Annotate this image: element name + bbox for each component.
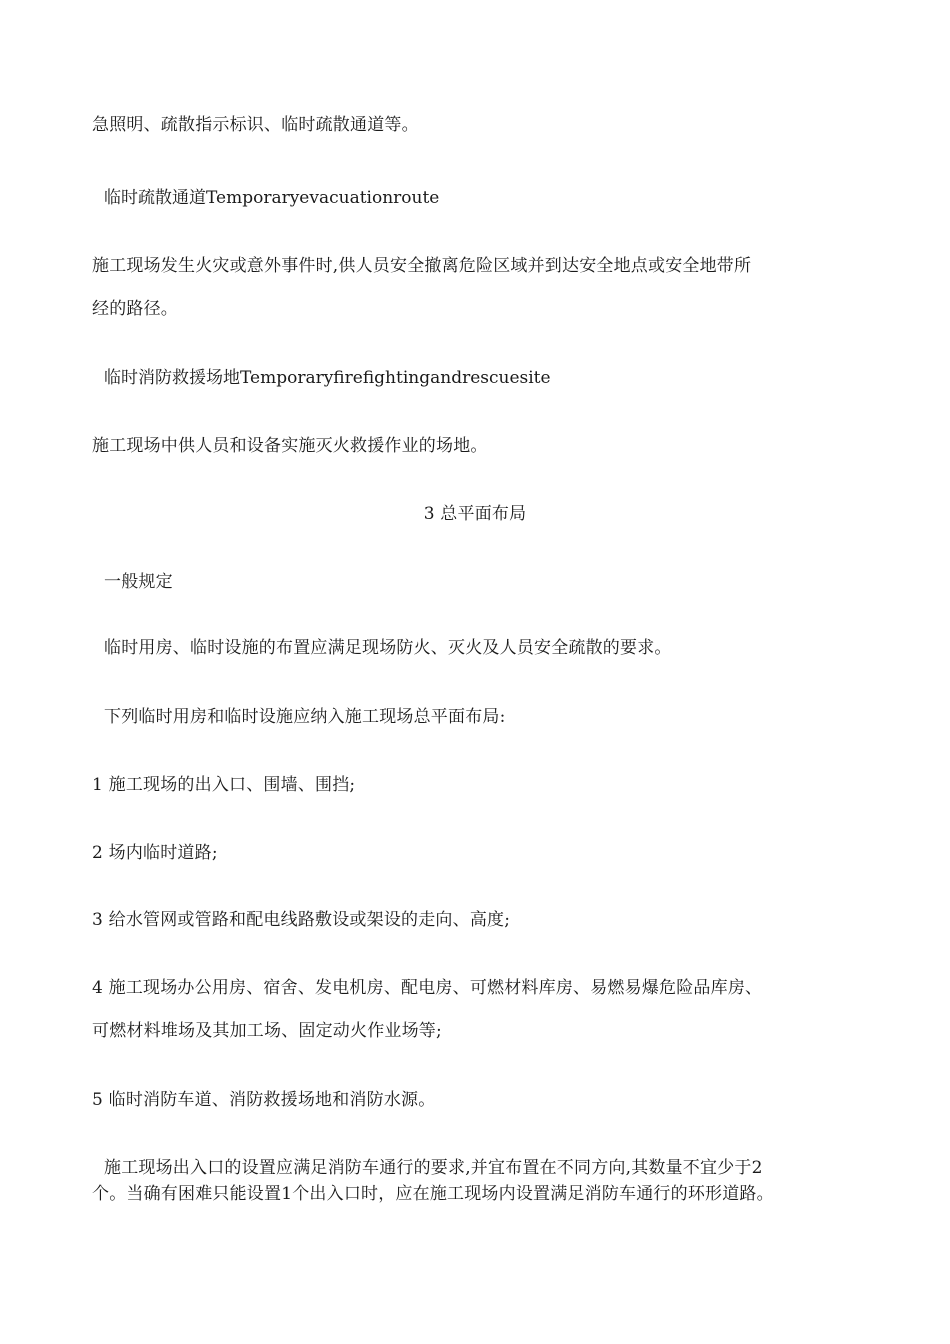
paragraph-line: 施工现场发生火灾或意外事件时,供人员安全撤离危险区域并到达安全地点或安全地带所 <box>92 256 752 276</box>
list-item: 1 施工现场的出入口、围墙、围挡; <box>92 775 356 795</box>
term-heading-rescue-site: 临时消防救援场地Temporaryfirefightingandrescuesite <box>104 368 551 388</box>
list-item: 2 场内临时道路; <box>92 843 218 863</box>
paragraph-line: 临时用房、临时设施的布置应满足现场防火、灭火及人员安全疏散的要求。 <box>104 638 672 658</box>
paragraph-line: 下列临时用房和临时设施应纳入施工现场总平面布局: <box>104 707 506 727</box>
list-item-continuation: 可燃材料堆场及其加工场、固定动火作业场等; <box>92 1021 442 1041</box>
list-item: 4 施工现场办公用房、宿舍、发电机房、配电房、可燃材料库房、易燃易爆危险品库房、 <box>92 978 763 998</box>
paragraph-line: 经的路径。 <box>92 299 178 319</box>
section-title: 3 总平面布局 <box>423 504 527 524</box>
list-item: 5 临时消防车道、消防救援场地和消防水源。 <box>92 1090 436 1110</box>
term-heading-evacuation-route: 临时疏散通道Temporaryevacuationroute <box>104 188 440 208</box>
subsection-title: 一般规定 <box>104 572 173 592</box>
paragraph-line: 施工现场出入口的设置应满足消防车通行的要求,并宜布置在不同方向,其数量不宜少于2 <box>104 1158 763 1178</box>
paragraph-line: 个。当确有困难只能设置1个出入口时，应在施工现场内设置满足消防车通行的环形道路。 <box>92 1184 774 1204</box>
list-item: 3 给水管网或管路和配电线路敷设或架设的走向、高度; <box>92 910 511 930</box>
paragraph-line: 急照明、疏散指示标识、临时疏散通道等。 <box>92 115 419 135</box>
paragraph-line: 施工现场中供人员和设备实施灭火救援作业的场地。 <box>92 436 488 456</box>
